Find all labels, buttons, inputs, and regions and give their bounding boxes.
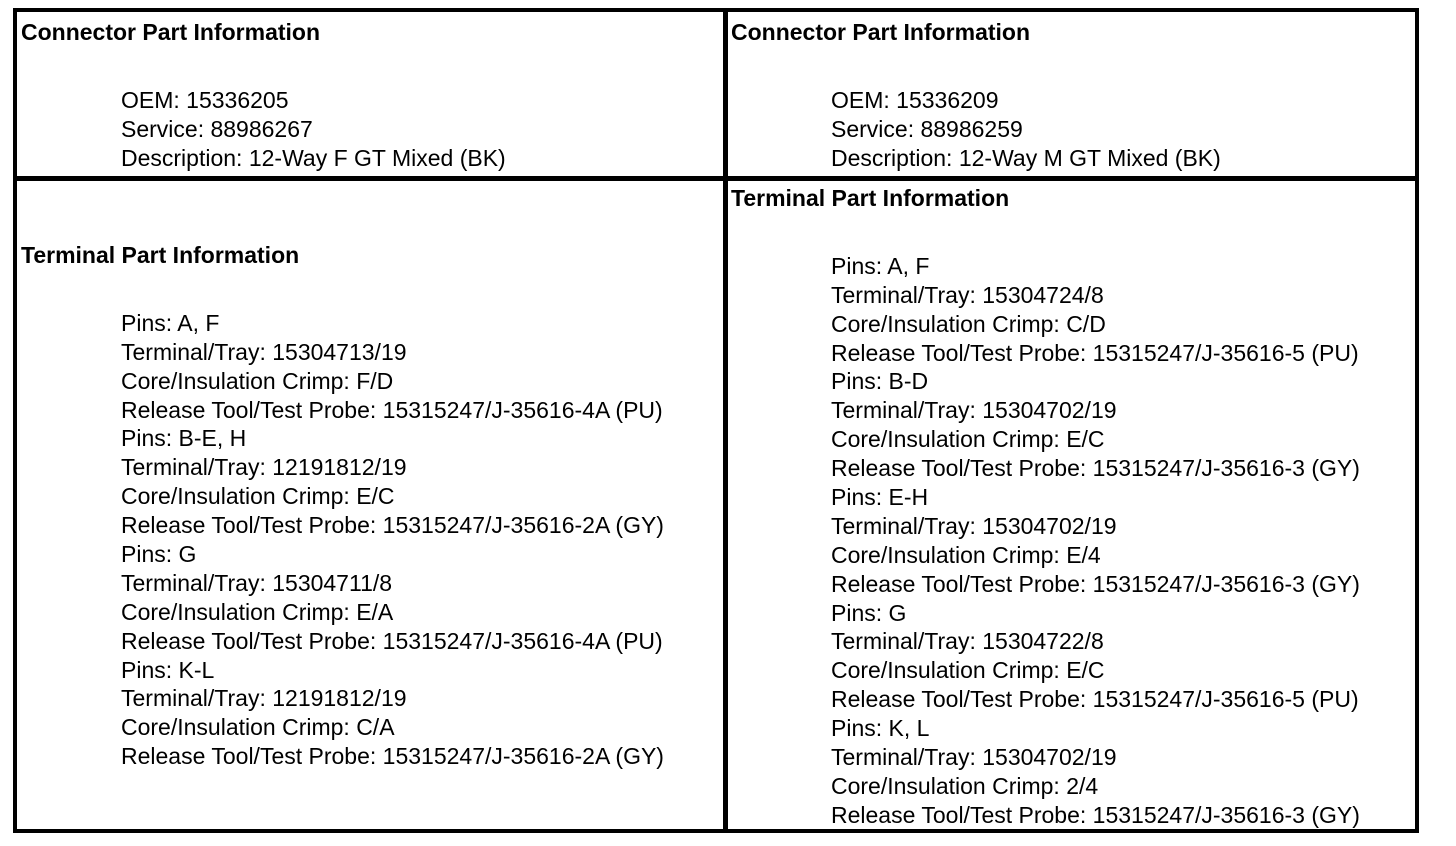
info-line: OEM: 15336209: [831, 86, 999, 113]
info-line: Terminal/Tray: 15304702/19: [831, 512, 1117, 539]
info-line: Release Tool/Test Probe: 15315247/J-35616-5 (PU): [831, 686, 1359, 713]
info-line: Release Tool/Test Probe: 15315247/J-35616-2A (GY): [121, 743, 664, 770]
info-line: Service: 88986267: [121, 115, 313, 142]
info-line: Release Tool/Test Probe: 15315247/J-35616-3 (GY): [831, 455, 1360, 482]
info-line: Release Tool/Test Probe: 15315247/J-35616-5 (PU): [831, 339, 1359, 366]
info-line: Terminal/Tray: 12191812/19: [121, 685, 407, 712]
connector-lines-left: [121, 86, 506, 173]
connector-info-cell-right: [731, 18, 1221, 173]
connector-info-table: [13, 8, 1419, 833]
info-line: Pins: G: [121, 541, 197, 568]
info-line: Core/Insulation Crimp: 2/4: [831, 772, 1099, 799]
info-line: Description: 12-Way F GT Mixed (BK): [121, 144, 506, 171]
info-line: Core/Insulation Crimp: C/A: [121, 714, 395, 741]
info-line: Terminal/Tray: 15304702/19: [831, 397, 1117, 424]
row-divider: [17, 176, 1415, 181]
info-line: Service: 88986259: [831, 115, 1023, 142]
info-line: Release Tool/Test Probe: 15315247/J-35616-4A (PU): [121, 627, 663, 654]
info-line: Terminal/Tray: 15304722/8: [831, 628, 1104, 655]
info-line: Release Tool/Test Probe: 15315247/J-35616-4A (PU): [121, 396, 663, 423]
info-line: Core/Insulation Crimp: E/C: [121, 483, 395, 510]
info-line: Core/Insulation Crimp: E/C: [831, 426, 1105, 453]
info-line: Pins: A, F: [831, 252, 930, 279]
info-line: Terminal/Tray: 15304713/19: [121, 338, 407, 365]
info-line: Pins: G: [831, 599, 907, 626]
info-line: Release Tool/Test Probe: 15315247/J-35616-3 (GY): [831, 570, 1360, 597]
info-line: Core/Insulation Crimp: E/4: [831, 541, 1101, 568]
connector-heading-left: Connector Part Information: [21, 19, 321, 45]
terminal-heading-right: Terminal Part Information: [731, 185, 1010, 211]
info-line: Pins: E-H: [831, 484, 929, 511]
info-line: Release Tool/Test Probe: 15315247/J-35616-3 (GY): [831, 801, 1360, 828]
info-line: Description: 12-Way M GT Mixed (BK): [831, 144, 1221, 171]
info-line: Core/Insulation Crimp: C/D: [831, 310, 1106, 337]
info-line: Release Tool/Test Probe: 15315247/J-35616-2A (GY): [121, 512, 664, 539]
terminal-info-cell-right: [731, 184, 1360, 830]
info-line: Terminal/Tray: 15304702/19: [831, 744, 1117, 771]
connector-info-cell-left: [21, 18, 506, 173]
info-line: Core/Insulation Crimp: E/C: [831, 657, 1105, 684]
info-line: Pins: K-L: [121, 656, 215, 683]
info-line: Terminal/Tray: 12191812/19: [121, 454, 407, 481]
info-line: Pins: B-E, H: [121, 425, 247, 452]
terminal-lines-right: [831, 252, 1360, 830]
info-line: OEM: 15336205: [121, 86, 289, 113]
info-line: Core/Insulation Crimp: F/D: [121, 367, 394, 394]
column-divider: [723, 12, 728, 829]
terminal-lines-left: [121, 309, 664, 771]
info-line: Core/Insulation Crimp: E/A: [121, 598, 394, 625]
connector-lines-right: [831, 86, 1221, 173]
connector-heading-right: Connector Part Information: [731, 19, 1031, 45]
terminal-info-cell-left: [21, 241, 664, 771]
info-line: Terminal/Tray: 15304711/8: [121, 569, 393, 596]
terminal-heading-left: Terminal Part Information: [21, 242, 300, 268]
info-line: Pins: B-D: [831, 368, 929, 395]
info-line: Terminal/Tray: 15304724/8: [831, 281, 1104, 308]
info-line: Pins: A, F: [121, 309, 220, 336]
info-line: Pins: K, L: [831, 715, 930, 742]
